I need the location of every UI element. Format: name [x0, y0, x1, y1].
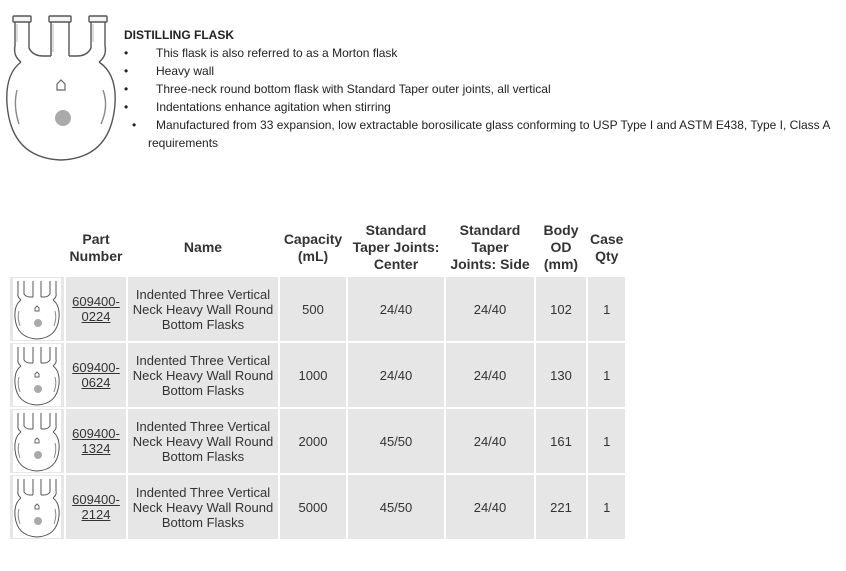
header-capacity: Capacity (mL)	[280, 220, 346, 275]
product-table-container	[8, 218, 627, 541]
side-joint-cell: 24/40	[446, 409, 534, 473]
flask-thumbnail-icon	[13, 344, 61, 406]
center-joint-cell: 24/40	[348, 277, 444, 341]
name-cell: Indented Three Vertical Neck Heavy Wall Round Bottom Flasks	[128, 475, 278, 539]
bullet-icon: •	[132, 118, 137, 132]
part-number-cell	[66, 343, 126, 407]
feature-item: • Manufactured from 33 expansion, low extractable borosilicate glass conforming to USP Type I and ASTM E438, Type I, Class A requirements	[124, 116, 840, 152]
row-thumbnail	[10, 277, 64, 341]
row-thumbnail	[10, 409, 64, 473]
part-number-link[interactable]: 609400- 0624	[72, 360, 120, 390]
table-header-row	[10, 220, 625, 275]
capacity-cell: 2000	[280, 409, 346, 473]
case-qty-cell: 1	[588, 277, 625, 341]
capacity-cell: 500	[280, 277, 346, 341]
table-row	[10, 343, 625, 407]
case-qty-cell: 1	[588, 343, 625, 407]
feature-item: • Indentations enhance agitation when stirring	[124, 100, 391, 114]
table-row	[10, 475, 625, 539]
capacity-cell: 1000	[280, 343, 346, 407]
row-thumbnail	[10, 475, 64, 539]
side-joint-cell: 24/40	[446, 343, 534, 407]
center-joint-cell: 24/40	[348, 343, 444, 407]
side-joint-cell: 24/40	[446, 475, 534, 539]
part-number-link[interactable]: 609400- 2124	[72, 492, 120, 522]
case-qty-cell: 1	[588, 409, 625, 473]
feature-list	[124, 44, 840, 152]
name-cell: Indented Three Vertical Neck Heavy Wall Round Bottom Flasks	[128, 409, 278, 473]
body-od-cell: 161	[536, 409, 586, 473]
flask-thumbnail-icon	[13, 278, 61, 340]
header-image	[10, 220, 64, 275]
product-table	[8, 218, 627, 541]
header-center-joint: Standard Taper Joints: Center	[348, 220, 444, 275]
row-thumbnail	[10, 343, 64, 407]
flask-thumbnail-icon	[13, 476, 61, 538]
part-number-link[interactable]: 609400- 1324	[72, 426, 120, 456]
part-number-cell	[66, 475, 126, 539]
feature-item: • This flask is also referred to as a Morton flask	[124, 46, 398, 60]
header-case-qty: Case Qty	[588, 220, 625, 275]
bullet-icon: •	[124, 64, 129, 78]
flask-thumbnail-icon	[13, 410, 61, 472]
body-od-cell: 130	[536, 343, 586, 407]
bullet-icon: •	[124, 100, 129, 114]
center-joint-cell: 45/50	[348, 475, 444, 539]
header-body-od: Body OD (mm)	[536, 220, 586, 275]
capacity-cell: 5000	[280, 475, 346, 539]
part-number-link[interactable]: 609400- 0224	[72, 294, 120, 324]
bullet-icon: •	[124, 46, 129, 60]
product-title: DISTILLING FLASK	[124, 28, 234, 42]
table-row	[10, 277, 625, 341]
side-joint-cell: 24/40	[446, 277, 534, 341]
table-row	[10, 409, 625, 473]
part-number-cell	[66, 277, 126, 341]
bullet-icon: •	[124, 82, 129, 96]
center-joint-cell: 45/50	[348, 409, 444, 473]
header-name: Name	[128, 220, 278, 275]
header-part-number: Part Number	[66, 220, 126, 275]
feature-item: • Three-neck round bottom flask with Standard Taper outer joints, all vertical	[124, 82, 551, 96]
feature-item: • Heavy wall	[124, 64, 215, 78]
body-od-cell: 221	[536, 475, 586, 539]
case-qty-cell: 1	[588, 475, 625, 539]
name-cell: Indented Three Vertical Neck Heavy Wall Round Bottom Flasks	[128, 277, 278, 341]
header-side-joint: Standard Taper Joints: Side	[446, 220, 534, 275]
body-od-cell: 102	[536, 277, 586, 341]
three-neck-flask-icon	[3, 12, 119, 162]
part-number-cell	[66, 409, 126, 473]
name-cell: Indented Three Vertical Neck Heavy Wall Round Bottom Flasks	[128, 343, 278, 407]
